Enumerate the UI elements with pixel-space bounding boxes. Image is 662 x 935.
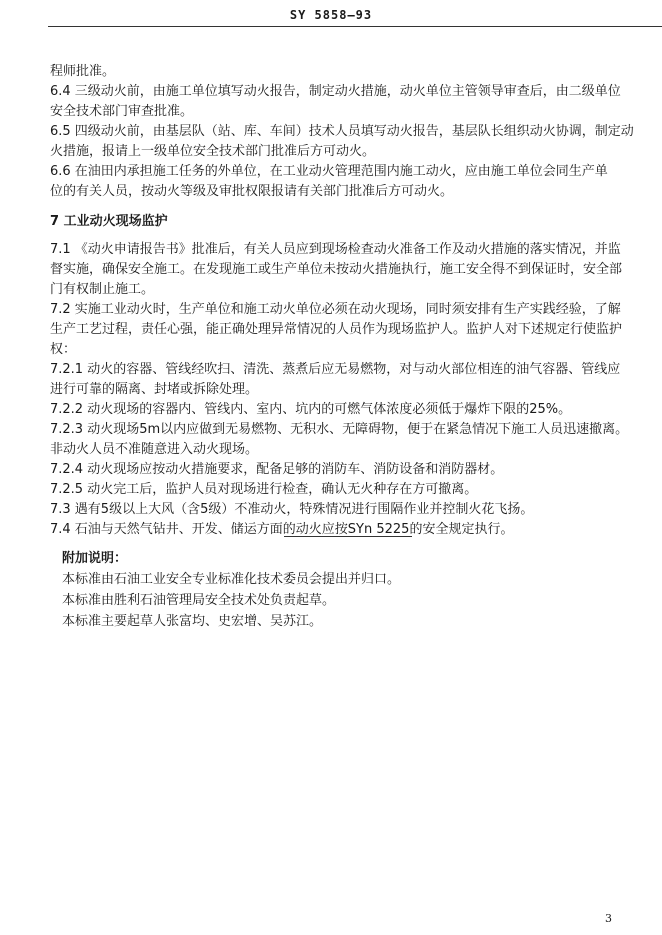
page-header-code: SY 5858—93 bbox=[289, 8, 373, 22]
header-rule bbox=[48, 26, 662, 27]
section-separator bbox=[284, 536, 412, 537]
body-line: 门有权制止施工。 bbox=[50, 282, 155, 297]
body-line: 6.5 四级动火前，由基层队（站、库、车间）技术人员填写动火报告，基层队长组织动火协调，制定动 bbox=[50, 124, 634, 139]
notes-item: 本标准由石油工业安全专业标准化技术委员会提出并归口。 bbox=[62, 572, 401, 587]
page-number: 3 bbox=[605, 912, 612, 925]
notes-item: 本标准主要起草人张富均、史宏增、吴苏江。 bbox=[62, 614, 323, 629]
body-line: 7.2 实施工业动火时，生产单位和施工动火单位必须在动火现场，同时须安排有生产实践经验，了解 bbox=[50, 302, 621, 317]
body-line: 位的有关人员，按动火等级及审批权限报请有关部门批准后方可动火。 bbox=[50, 184, 454, 199]
body-line: 非动火人员不准随意进入动火现场。 bbox=[50, 442, 259, 457]
body-line: 权： bbox=[50, 342, 77, 357]
body-line: 进行可靠的隔离、封堵或拆除处理。 bbox=[50, 382, 259, 397]
body-line: 火措施，报请上一级单位安全技术部门批准后方可动火。 bbox=[50, 144, 376, 159]
notes-item: 本标准由胜利石油管理局安全技术处负责起草。 bbox=[62, 593, 336, 608]
body-line: 程师批准。 bbox=[50, 64, 116, 79]
body-line: 6.6 在油田内承担施工任务的外单位，在工业动火管理范围内施工动火，应由施工单位会同生产单 bbox=[50, 164, 608, 179]
body-line: 6.4 三级动火前，由施工单位填写动火报告，制定动火措施，动火单位主管领导审查后，由二级单位 bbox=[50, 84, 621, 99]
body-line: 7.2.5 动火完工后，监护人员对现场进行检查，确认无火种存在方可撤离。 bbox=[50, 482, 478, 497]
body-line: 7.3 遇有5级以上大风（含5级）不准动火，特殊情况进行围隔作业并控制火花飞扬。 bbox=[50, 502, 534, 517]
body-line: 7.2.2 动火现场的容器内、管线内、室内、坑内的可燃气体浓度必须低于爆炸下限的25%。 bbox=[50, 402, 572, 417]
body-line: 7.2.1 动火的容器、管线经吹扫、清洗、蒸煮后应无易燃物，对与动火部位相连的油气容器、管线应 bbox=[50, 362, 621, 377]
notes-title: 附加说明： bbox=[62, 551, 128, 566]
body-line: 安全技术部门审查批准。 bbox=[50, 104, 194, 119]
body-line: 7.2.3 动火现场5m以内应做到无易燃物、无积水、无障碍物，便于在紧急情况下施工人员迅速撤离。 bbox=[50, 422, 629, 437]
body-line: 生产工艺过程，责任心强，能正确处理异常情况的人员作为现场监护人。监护人对下述规定行使监护 bbox=[50, 322, 623, 337]
additional-notes bbox=[62, 548, 400, 632]
body-line: 7.2.4 动火现场应按动火措施要求，配备足够的消防车、消防设备和消防器材。 bbox=[50, 462, 504, 477]
body-line: 督实施，确保安全施工。在发现施工或生产单位未按动火措施执行，施工安全得不到保证时，安全部 bbox=[50, 262, 623, 277]
body-line: 7.4 石油与天然气钻井、开发、储运方面的动火应按SYn 5225的安全规定执行。 bbox=[50, 522, 514, 537]
section-heading: 7 工业动火现场监护 bbox=[50, 214, 168, 229]
body-line: 7.1 《动火申请报告书》批准后，有关人员应到现场检查动火准备工作及动火措施的落实情况，并监 bbox=[50, 242, 621, 257]
